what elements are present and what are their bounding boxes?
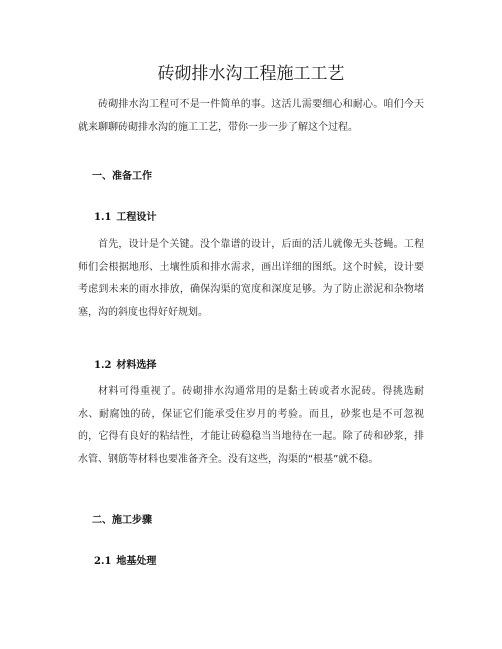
subsection-title: 地基处理 [116,556,157,567]
subsection-number: 1.1 [94,212,112,223]
subsection-title: 材料选择 [116,360,157,371]
subsection-heading-foundation [94,554,156,570]
section-heading-construction: 二、施工步骤 [92,515,152,526]
subsection-heading-materials [94,358,156,374]
design-paragraph: 首先，设计是个关键。没个靠谱的设计，后面的活儿就像无头苍蝇。工程师们会根据地形、土壤性质和排水需求，画出详细的图纸。这个时候，设计要考虑到未来的雨水排放，确保沟渠的宽度和深度足够。为了防止淤泥和杂物堵塞，沟的斜度也得好好规划。 [78,239,424,318]
subsection-title: 工程设计 [116,212,157,223]
document-title: 砖砌排水沟工程施工工艺 [157,64,345,84]
subsection-number: 1.2 [94,360,112,371]
section-heading-preparation: 一、准备工作 [92,171,152,182]
subsection-number: 2.1 [94,556,112,567]
subsection-heading-design [94,210,156,226]
materials-paragraph: 材料可得重视了。砖砌排水沟通常用的是黏土砖或者水泥砖。得挑选耐水、耐腐蚀的砖，保证它们能承受住岁月的考验。而且，砂浆也是不可忽视的，它得有良好的粘结性，才能让砖稳稳当当地待在一起。除了砖和砂浆，排水管、钢筋等材料也要准备齐全。没有这些，沟渠的“根基”就不稳。 [78,386,424,465]
intro-paragraph: 砖砌排水沟工程可不是一件简单的事。这活儿需要细心和耐心。咱们今天就来聊聊砖砌排水沟的施工工艺，带你一步一步了解这个过程。 [78,99,424,133]
